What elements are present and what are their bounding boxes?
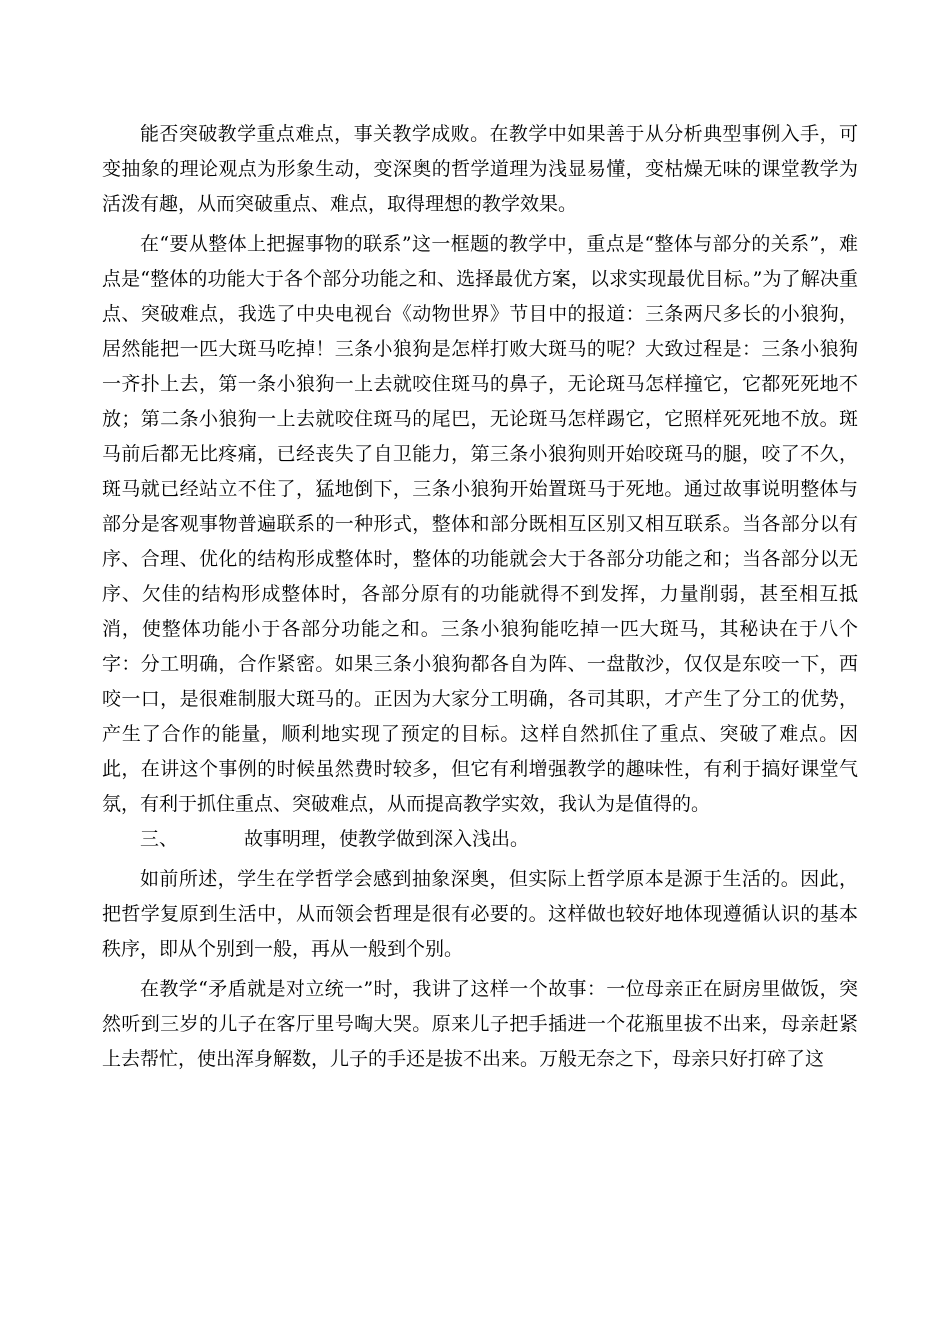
paragraph-vase-story: 在教学“矛盾就是对立统一”时，我讲了这样一个故事：一位母亲正在厨房里做饭，突然听到三岁的儿子在客厅里号啕大哭。原来儿子把手插进一个花瓶里拔不出来，母亲赶紧上去帮忙，使出浑身解数，儿子的手还是拔不出来。万般无奈之下，母亲只好打碎了这 — [102, 978, 858, 1070]
document-page — [102, 117, 858, 1077]
section-title: 故事明理，使教学做到深入浅出。 — [244, 828, 530, 850]
paragraph-zebra-story: 在“要从整体上把握事物的联系”这一框题的教学中，重点是“整体与部分的关系”，难点是“整体的功能大于各个部分功能之和、选择最优方案，以求实现最优目标。”为了解决重点、突破难点，我选了中央电视台《动物世界》节目中的报道：三条两尺多长的小狼狗，居然能把一匹大斑马吃掉！三条小狼狗是怎样打败大斑马的呢？大致过程是：三条小狼狗一齐扑上去，第一条小狼狗一上去就咬住斑马的鼻子，无论斑马怎样撞它，它都死死地不放；第二条小狼狗一上去就咬住斑马的尾巴，无论斑马怎样踢它，它照样死死地不放。斑马前后都无比疼痛，已经丧失了自卫能力，第三条小狼狗则开始咬斑马的腿，咬了不久，斑马就已经站立不住了，猛地倒下，三条小狼狗开始置斑马于死地。通过故事说明整体与部分是客观事物普遍联系的一种形式，整体和部分既相互区别又相互联系。当各部分以有序、合理、优化的结构形成整体时，整体的功能就会大于各部分功能之和；当各部分以无序、欠佳的结构形成整体时，各部分原有的功能就得不到发挥，力量削弱，甚至相互抵消，使整体功能小于各部分功能之和。三条小狼狗能吃掉一匹大斑马，其秘诀在于八个字：分工明确，合作紧密。如果三条小狼狗都各自为阵、一盘散沙，仅仅是东咬一下，西咬一口，是很难制服大斑马的。正因为大家分工明确，各司其职，才产生了分工的优势，产生了合作的能量，顺利地实现了预定的目标。这样自然抓住了重点、突破了难点。因此，在讲这个事例的时候虽然费时较多，但它有利增强教学的趣味性，有利于搞好课堂气氛，有利于抓住重点、突破难点，从而提高教学实效，我认为是值得的。 — [102, 233, 858, 815]
paragraph-intro: 能否突破教学重点难点，事关教学成败。在教学中如果善于从分析典型事例入手，可变抽象的理论观点为形象生动，变深奥的哲学道理为浅显易懂，变枯燥无味的课堂教学为活泼有趣，从而突破重点、难点，取得理想的教学效果。 — [102, 123, 858, 215]
section-number: 三、 — [140, 828, 179, 850]
paragraph-philosophy-life: 如前所述，学生在学哲学会感到抽象深奥，但实际上哲学原本是源于生活的。因此，把哲学复原到生活中，从而领会哲理是很有必要的。这样做也较好地体现遵循认识的基本秩序，即从个别到一般，再从一般到个别。 — [102, 868, 858, 960]
section-heading — [102, 822, 858, 857]
